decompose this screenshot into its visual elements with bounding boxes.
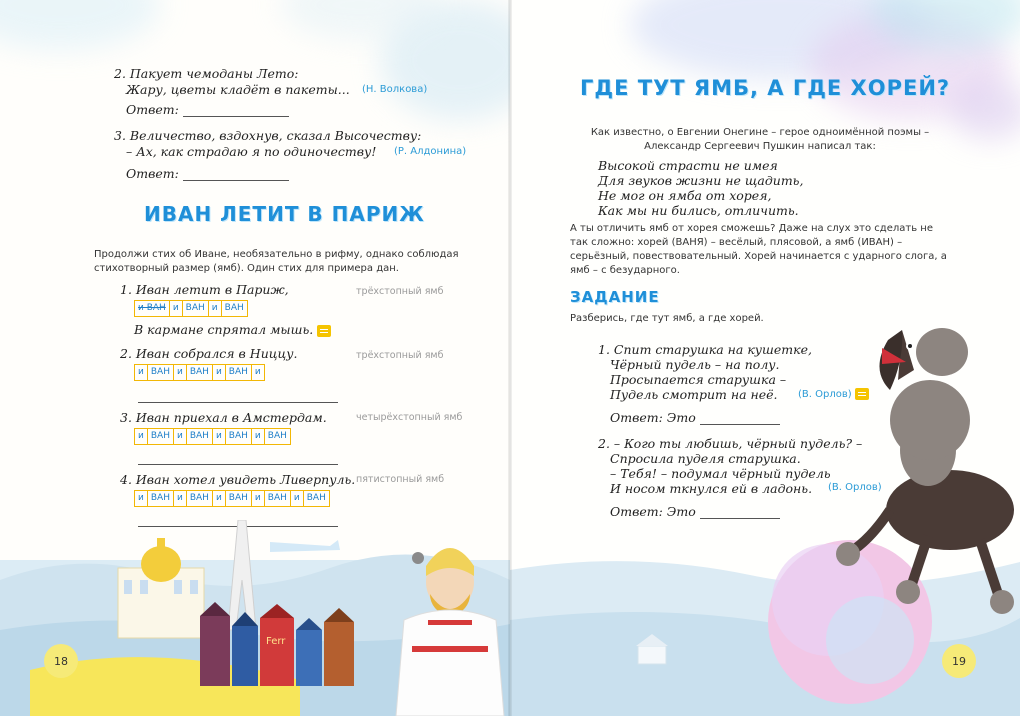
poem-line: Пудель смотрит на неё. xyxy=(610,387,778,402)
onegin-quote xyxy=(598,158,803,218)
syllable-cell: ВАН xyxy=(187,491,213,506)
poem-3-author: (Р. Алдонина) xyxy=(394,146,467,157)
task-heading: ЗАДАНИЕ xyxy=(570,288,660,306)
syllable-cell: и xyxy=(174,365,187,380)
example-text: В кармане спрятал мышь. xyxy=(134,322,314,337)
poem-line: 1. Спит старушка на кушетке, xyxy=(598,342,812,357)
section-title-ivan: ИВАН ЛЕТИТ В ПАРИЖ xyxy=(144,202,425,226)
syllable-cell: и xyxy=(252,429,265,444)
answer-line-2[interactable] xyxy=(138,392,338,403)
section-title-iamb: ГДЕ ТУТ ЯМБ, А ГДЕ ХОРЕЙ? xyxy=(580,76,951,100)
poem-2-answer xyxy=(126,102,289,117)
poem-line: И носом ткнулся ей в ладонь. xyxy=(610,481,813,496)
pushkin-intro: Как известно, о Евгении Онегине – герое одноимённой поэмы – Александр Сергеевич Пушкин написал так: xyxy=(590,127,930,152)
ivan-item-2: 2. Иван собрался в Ниццу. xyxy=(120,346,298,361)
syllable-cell: и xyxy=(213,429,226,444)
answer-label: Ответ: xyxy=(126,102,179,117)
syllable-cell: ВАН xyxy=(226,365,252,380)
syllable-cell: и xyxy=(209,301,222,316)
syllable-cell: и xyxy=(174,491,187,506)
poem-2-line-2: Жару, цветы кладёт в пакеты... xyxy=(126,82,350,97)
poem-3-line-2: – Ах, как страдаю я по одиночеству! xyxy=(126,144,377,159)
page-number-left: 18 xyxy=(44,644,78,678)
syllable-cell: и xyxy=(213,365,226,380)
syllable-cell: ВАН xyxy=(267,431,287,441)
syllable-cell: и xyxy=(174,429,187,444)
syllable-grid-1 xyxy=(134,300,248,317)
quote-line: Высокой страсти не имея xyxy=(598,158,778,173)
quote-line: Как мы ни бились, отличить. xyxy=(598,203,799,218)
poem-line: Спросила пуделя старушка. xyxy=(610,451,801,466)
meter-label-2: трёхстопный ямб xyxy=(356,350,444,361)
syllable-cell: ВАН xyxy=(306,493,326,503)
ivan-example-line xyxy=(134,322,331,337)
syllable-cell: ВАН xyxy=(265,491,291,506)
section-intro: Продолжи стих об Иване, необязательно в рифму, однако соблюдая стихотворный размер (ямб). Один стих для примера дан. xyxy=(94,249,459,274)
note-icon xyxy=(317,325,331,337)
author-text: (В. Орлов) xyxy=(798,389,852,400)
page-number-right: 19 xyxy=(942,644,976,678)
syllable-cell: и xyxy=(291,491,304,506)
syllable-cell: ВАН xyxy=(226,491,252,506)
answer-label: Ответ: Это xyxy=(610,504,696,519)
answer-line[interactable] xyxy=(183,170,289,181)
answer-line-3[interactable] xyxy=(138,454,338,465)
book-gutter xyxy=(508,0,512,716)
house-small xyxy=(638,646,666,664)
answer-line[interactable] xyxy=(183,106,289,117)
poem-2-line-1: 2. Пакует чемоданы Лето: xyxy=(114,66,299,81)
quote-line: Не мог он ямба от хорея, xyxy=(598,188,772,203)
mouse-icon xyxy=(412,552,424,564)
poem-line: Чёрный пудель – на полу. xyxy=(610,357,780,372)
ivan-item-1: 1. Иван летит в Париж, xyxy=(120,282,289,297)
syllable-cell: и xyxy=(254,367,261,377)
ivan-item-3: 3. Иван приехал в Амстердам. xyxy=(120,410,327,425)
syllable-grid-2 xyxy=(134,364,265,381)
syllable-cell: ВАН xyxy=(148,365,174,380)
syllable-cell: и xyxy=(170,301,183,316)
syllable-cell: ВАН xyxy=(224,303,244,313)
task-intro: Разберись, где тут ямб, а где хорей. xyxy=(570,313,764,324)
syllable-cell: ВАН xyxy=(183,301,209,316)
syllable-cell: ВАН xyxy=(187,365,213,380)
poem-3-line-1: 3. Величество, вздохнув, сказал Высочеству: xyxy=(114,128,422,143)
syllable-cell: и xyxy=(135,491,148,506)
meter-label-1: трёхстопный ямб xyxy=(356,286,444,297)
syllable-cell: и xyxy=(252,491,265,506)
poem-line: Просыпается старушка – xyxy=(610,372,787,387)
syllable-grid-4 xyxy=(134,490,330,507)
meter-label-3: четырёхстопный ямб xyxy=(356,412,463,423)
poem-2-author: (В. Орлов) xyxy=(828,482,882,493)
poem-line: 2. – Кого ты любишь, чёрный пудель? – xyxy=(598,436,863,451)
syllable-cell: и xyxy=(213,491,226,506)
meter-label-4: пятистопный ямб xyxy=(356,474,445,485)
bakery-sign: Ferr xyxy=(266,636,286,647)
answer-label: Ответ: xyxy=(126,166,179,181)
ivan-item-4: 4. Иван хотел увидеть Ливерпуль. xyxy=(120,472,356,487)
syllable-cell: и ВАН xyxy=(135,301,170,316)
quote-line: Для звуков жизни не щадить, xyxy=(598,173,804,188)
syllable-cell: ВАН xyxy=(226,429,252,444)
iamb-trochee-explanation: А ты отличить ямб от хорея сможешь? Даже на слух это сделать не так сложно: хорей (ВАНЯ) – весёлый, плясовой, а ямб (ИВАН) – серьёзный, повествовательный. Хорей начинается с ударного слога, а ямб – с безударного. xyxy=(570,223,947,276)
poem-line: – Тебя! – подумал чёрный пудель xyxy=(610,466,831,481)
right-page xyxy=(510,0,1020,716)
syllable-cell: ВАН xyxy=(187,429,213,444)
syllable-cell: ВАН xyxy=(148,491,174,506)
syllable-cell: и xyxy=(135,429,148,444)
syllable-cell: ВАН xyxy=(148,429,174,444)
answer-label: Ответ: Это xyxy=(610,410,696,425)
syllable-grid-3 xyxy=(134,428,291,445)
poem-2-author: (Н. Волкова) xyxy=(362,84,428,95)
syllable-cell: и xyxy=(135,365,148,380)
poem-3-answer xyxy=(126,166,289,181)
paris-illustration xyxy=(0,520,510,716)
